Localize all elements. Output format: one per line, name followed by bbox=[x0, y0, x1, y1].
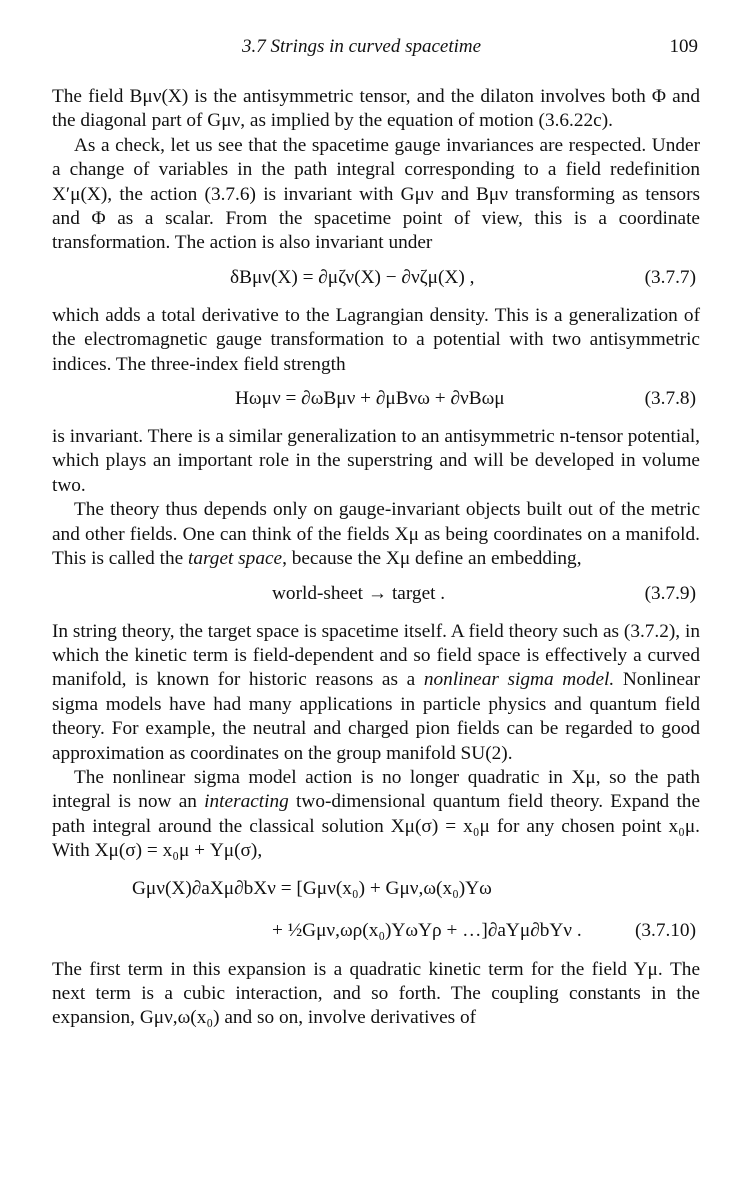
equation-3-7-7 bbox=[52, 256, 700, 304]
equation-3-7-10 bbox=[52, 864, 700, 958]
paragraph-2: As a check, let us see that the spacetime gauge invariances are respected. Under a change of variables in the path integral corresponding to a field redefinition X′μ(X), the action (3.7.6) is invariant with Gμν and Bμν transforming as tensors and Φ as a scalar. From the spacetime point of view, this is a coordinate transformation. The action is also invariant under bbox=[52, 134, 700, 254]
paragraph-5 bbox=[52, 498, 700, 571]
text-run: In string theory, the target space is spacetime itself. A field theory such as (3.7.2), in which the kinetic term is field-dependent and so field space is effectively a curved manifold, is known for historic reasons as a bbox=[52, 620, 700, 691]
equation-number: (3.7.9) bbox=[644, 582, 696, 604]
paragraph-4: is invariant. There is a similar generalization to an antisymmetric n-tensor potential, which plays an important role in the superstring and will be developed in volume two. bbox=[52, 426, 700, 496]
equation-line-2: + ½Gμν,ωρ(x₀)YωYρ + …]∂aYμ∂bYν . bbox=[272, 919, 582, 941]
text-run: two-dimensional quantum field theory. Expand the path integral around the classical solution Xμ(σ) = x₀μ for any chosen point x₀μ. With Xμ(σ) = x₀μ + Yμ(σ), bbox=[52, 791, 700, 862]
page-number: 109 bbox=[669, 36, 698, 57]
equation-number: (3.7.8) bbox=[644, 388, 696, 410]
paragraph-8: The first term in this expansion is a quadratic kinetic term for the field Yμ. The next term is a cubic interaction, and so forth. The coupling constants in the expansion, Gμν,ω(x₀) and so on, involve derivatives of bbox=[52, 958, 700, 1029]
equation-body: Hωμν = ∂ωBμν + ∂μBνω + ∂νBωμ bbox=[235, 388, 505, 410]
equation-body: δBμν(X) = ∂μζν(X) − ∂νζμ(X) , bbox=[230, 266, 475, 288]
emphasis-term: nonlinear sigma model. bbox=[423, 669, 615, 691]
equation-line-1: Gμν(X)∂aXμ∂bXν = [Gμν(x₀) + Gμν,ω(x₀)Yω bbox=[132, 877, 492, 899]
paragraph-7 bbox=[52, 766, 700, 864]
equation-number: (3.7.7) bbox=[644, 266, 696, 288]
equation-3-7-9 bbox=[52, 572, 700, 620]
text-run: , because the Xμ define an embedding, bbox=[282, 548, 582, 570]
equation-number: (3.7.10) bbox=[634, 919, 696, 941]
text-run: The theory thus depends only on gauge-invariant objects built out of the metric and other fields. One can think of the fields Xμ as being coordinates on a manifold. This is called the bbox=[52, 499, 700, 570]
text-run: Nonlinear sigma models have had many applications in particle physics and quantum field theory. For example, the neutral and charged pion fields can be regarded to good approximation as coordinates on the group manifold SU(2). bbox=[52, 669, 700, 764]
book-page bbox=[52, 36, 700, 1031]
paragraph-3: which adds a total derivative to the Lagrangian density. This is a generalization of the electromagnetic gauge transformation to a potential with two antisymmetric indices. The three-index field strength bbox=[52, 304, 700, 375]
emphasis-term: interacting bbox=[204, 791, 289, 813]
equation-body: world-sheet → target . bbox=[272, 582, 446, 604]
equation-3-7-8 bbox=[52, 377, 700, 425]
paragraph-6 bbox=[52, 620, 700, 766]
emphasis-term: target space bbox=[188, 548, 283, 570]
paragraph-1: The field Bμν(X) is the antisymmetric tensor, and the dilaton involves both Φ and the diagonal part of Gμν, as implied by the equation of motion (3.6.22c). bbox=[52, 86, 700, 132]
running-header bbox=[52, 36, 700, 66]
section-title: 3.7 Strings in curved spacetime bbox=[242, 36, 482, 57]
text-run: The nonlinear sigma model action is no longer quadratic in Xμ, so the path integral is now an bbox=[52, 766, 700, 813]
